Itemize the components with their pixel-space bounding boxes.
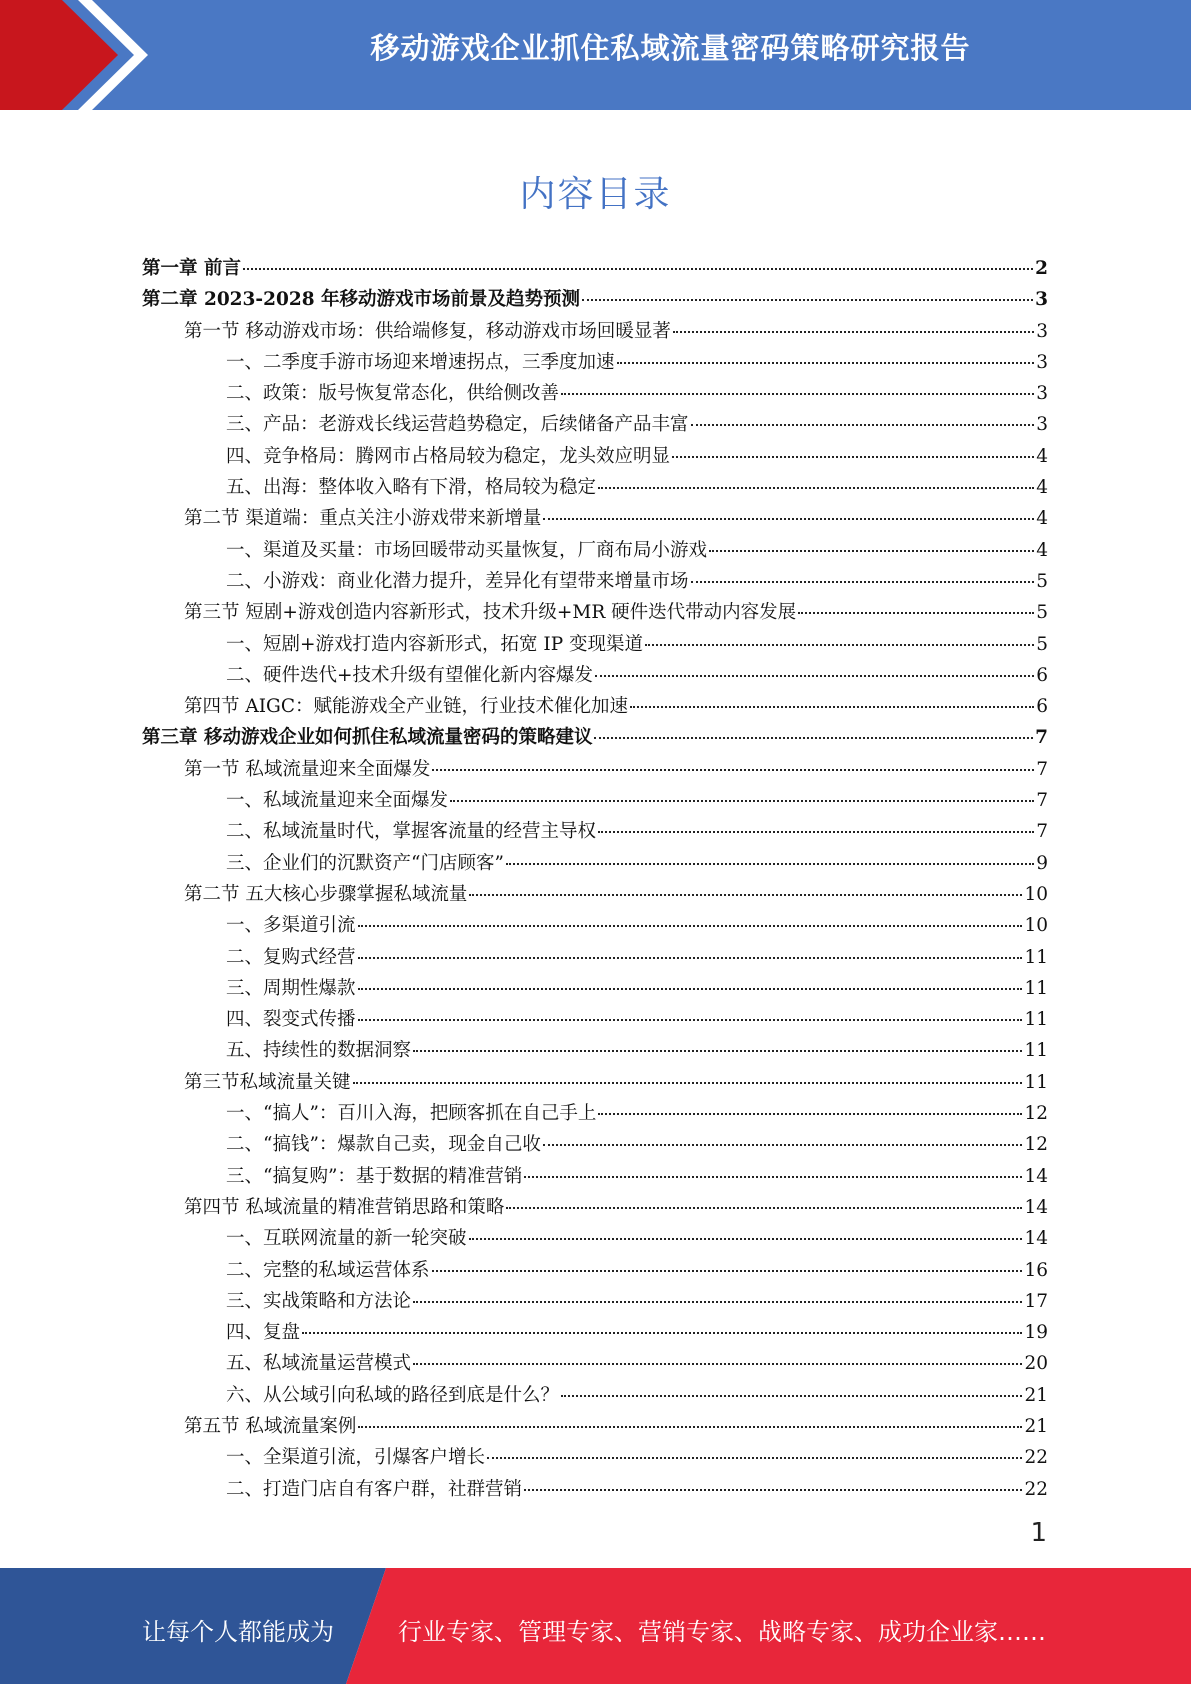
report-title: 移动游戏企业抓住私域流量密码策略研究报告 [370,31,971,65]
toc-dot-leader [358,988,1023,990]
toc-entry-label: 一、“搞人”：百川入海，把顾客抓在自己手上 [226,1103,597,1125]
toc-entry[interactable] [142,379,1048,410]
toc-entry-page: 4 [1036,477,1048,499]
toc-entry-page: 4 [1036,508,1048,530]
toc-entry[interactable] [142,285,1048,316]
toc-entry-page: 11 [1024,946,1048,968]
toc-dot-leader [506,1207,1022,1209]
toc-entry[interactable] [142,1193,1048,1224]
toc-entry-page: 14 [1024,1228,1048,1250]
toc-entry-page: 7 [1036,790,1048,812]
toc-entry-page: 14 [1024,1165,1048,1187]
toc-entry[interactable] [142,1068,1048,1099]
toc-heading: 内容目录 [519,174,672,215]
toc-entry-page: 22 [1024,1447,1048,1469]
toc-dot-leader [691,424,1035,426]
toc-entry-label: 一、互联网流量的新一轮突破 [226,1228,467,1250]
toc-entry-label: 四、竞争格局：腾网市占格局较为稳定，龙头效应明显 [226,445,671,467]
toc-entry-label: 三、企业们的沉默资产“门店顾客” [226,852,504,874]
toc-entry-page: 12 [1024,1103,1048,1125]
toc-dot-leader [524,1489,1022,1491]
toc-entry-label: 第四节 AIGC：赋能游戏全产业链，行业技术催化加速 [184,696,628,718]
toc-entry-page: 3 [1036,320,1048,342]
toc-dot-leader [353,1082,1023,1084]
toc-entry-label: 二、打造门店自有客户群，社群营销 [226,1478,523,1500]
toc-entry-page: 3 [1036,351,1048,373]
toc-entry-label: 第二章 2023-2028 年移动游戏市场前景及趋势预测 [142,289,581,311]
toc-entry-page: 20 [1024,1353,1048,1375]
toc-entry[interactable] [142,880,1048,911]
toc-entry[interactable] [142,817,1048,848]
toc-entry-label: 五、出海：整体收入略有下滑，格局较为稳定 [226,477,597,499]
toc-entry-label: 第一节 私域流量迎来全面爆发 [184,758,431,780]
toc-dot-leader [798,612,1034,614]
toc-entry-page: 10 [1024,883,1048,905]
toc-dot-leader [617,362,1035,364]
toc-dot-leader [598,831,1034,833]
toc-entry-label: 二、复购式经营 [226,946,356,968]
toc-entry[interactable] [142,598,1048,629]
toc-entry-page: 12 [1024,1134,1048,1156]
toc-dot-leader [709,550,1034,552]
toc-entry[interactable] [142,661,1048,692]
toc-entry-label: 一、私域流量迎来全面爆发 [226,790,449,812]
toc-entry-label: 五、私域流量运营模式 [226,1353,412,1375]
toc-entry-page: 3 [1036,414,1048,436]
toc-dot-leader [543,518,1034,520]
toc-entry-label: 一、渠道及买量：市场回暖带动买量恢复，厂商布局小游戏 [226,539,708,561]
header-banner [0,0,1191,110]
toc-entry-label: 一、全渠道引流，引爆客户增长 [226,1447,486,1469]
toc-entry-label: 三、产品：老游戏长线运营趋势稳定，后续储备产品丰富 [226,414,689,436]
toc-entry[interactable] [142,1381,1048,1412]
toc-entry-label: 五、持续性的数据洞察 [226,1040,412,1062]
toc-dot-leader [469,894,1022,896]
toc-entry-page: 14 [1024,1196,1048,1218]
toc-dot-leader [672,456,1034,458]
toc-entry-page: 7 [1036,821,1048,843]
toc-dot-leader [243,268,1033,270]
toc-entry[interactable] [142,943,1048,974]
toc-dot-leader [432,1270,1023,1272]
toc-entry-label: 二、政策：版号恢复常态化，供给侧改善 [226,383,560,405]
toc-entry-page: 16 [1024,1259,1048,1281]
toc-dot-leader [487,1457,1022,1459]
toc-entry-page: 9 [1036,852,1048,874]
toc-entry[interactable] [142,1256,1048,1287]
toc-entry-page: 11 [1024,977,1048,999]
toc-entry-page: 11 [1024,1040,1048,1062]
toc-entry-label: 一、二季度手游市场迎来增速拐点，三季度加速 [226,351,615,373]
toc-entry[interactable] [142,442,1048,473]
toc-entry[interactable] [142,1099,1048,1130]
toc-entry-label: 二、小游戏：商业化潜力提升，差异化有望带来增量市场 [226,570,689,592]
toc-entry[interactable] [142,786,1048,817]
toc-entry-page: 19 [1024,1322,1048,1344]
toc-dot-leader [673,331,1034,333]
toc-dot-leader [645,644,1034,646]
page-number: 1 [1030,1518,1047,1548]
toc-entry-label: 三、周期性爆款 [226,977,356,999]
toc-entry[interactable] [142,849,1048,880]
toc-entry-page: 11 [1024,1071,1048,1093]
toc-entry[interactable] [142,1005,1048,1036]
toc-entry[interactable] [142,692,1048,723]
toc-dot-leader [358,1426,1022,1428]
toc-entry-label: 三、实战策略和方法论 [226,1290,412,1312]
toc-dot-leader [594,737,1033,739]
toc-entry[interactable] [142,974,1048,1005]
toc-dot-leader [432,769,1034,771]
toc-dot-leader [358,925,1023,927]
toc-dot-leader [413,1050,1022,1052]
toc-entry-label: 六、从公域引向私域的路径到底是什么？ [226,1384,560,1406]
toc-entry[interactable] [142,410,1048,441]
toc-entry-page: 6 [1036,696,1048,718]
toc-entry-page: 3 [1036,383,1048,405]
toc-entry-label: 四、裂变式传播 [226,1009,356,1031]
toc-entry-label: 三、“搞复购”：基于数据的精准营销 [226,1165,523,1187]
toc-entry[interactable] [142,755,1048,786]
toc-entry-label: 一、多渠道引流 [226,915,356,937]
toc-dot-leader [413,1363,1022,1365]
toc-entry-page: 21 [1024,1384,1048,1406]
toc-entry-page: 4 [1036,445,1048,467]
toc-entry[interactable] [142,1475,1048,1506]
toc-dot-leader [598,1113,1022,1115]
toc-entry-label: 第三节 短剧+游戏创造内容新形式，技术升级+MR 硬件迭代带动内容发展 [184,602,797,624]
toc-entry[interactable] [142,1412,1048,1443]
toc-entry-label: 第三节私域流量关键 [184,1071,351,1093]
toc-entry[interactable] [142,473,1048,504]
toc-entry[interactable] [142,536,1048,567]
toc-entry-page: 5 [1036,602,1048,624]
toc-entry-page: 10 [1024,915,1048,937]
toc-entry-page: 5 [1036,570,1048,592]
toc-entry-label: 二、私域流量时代，掌握客流量的经营主导权 [226,821,597,843]
toc-entry[interactable] [142,911,1048,942]
toc-entry[interactable] [142,567,1048,598]
toc-entry[interactable] [142,630,1048,661]
toc-entry-page: 21 [1024,1415,1048,1437]
table-of-contents [142,254,1048,1506]
toc-entry-label: 第三章 移动游戏企业如何抓住私域流量密码的策略建议 [142,727,593,749]
toc-entry-label: 四、复盘 [226,1322,301,1344]
toc-entry[interactable] [142,254,1048,285]
toc-entry[interactable] [142,348,1048,379]
toc-entry[interactable] [142,1162,1048,1193]
toc-entry[interactable] [142,1224,1048,1255]
toc-entry-page: 17 [1024,1290,1048,1312]
toc-dot-leader [358,957,1023,959]
toc-dot-leader [595,675,1034,677]
toc-entry-page: 11 [1024,1009,1048,1031]
toc-entry-page: 22 [1024,1478,1048,1500]
toc-entry[interactable] [142,504,1048,535]
toc-entry-label: 第二节 渠道端：重点关注小游戏带来新增量 [184,508,542,530]
toc-entry-page: 5 [1036,633,1048,655]
toc-entry-label: 二、“搞钱”：爆款自己卖，现金自己收 [226,1134,541,1156]
toc-dot-leader [630,706,1034,708]
toc-dot-leader [358,1019,1023,1021]
toc-entry-label: 第五节 私域流量案例 [184,1415,357,1437]
toc-dot-leader [413,1301,1022,1303]
toc-entry[interactable] [142,1287,1048,1318]
toc-dot-leader [506,863,1034,865]
toc-dot-leader [450,800,1034,802]
toc-entry-label: 二、硬件迭代+技术升级有望催化新内容爆发 [226,664,594,686]
toc-dot-leader [691,581,1035,583]
toc-entry[interactable] [142,1130,1048,1161]
toc-entry-label: 第一章 前言 [142,258,241,279]
toc-entry[interactable] [142,1443,1048,1474]
toc-dot-leader [524,1176,1022,1178]
toc-entry-page: 4 [1036,539,1048,561]
toc-entry-label: 第二节 五大核心步骤掌握私域流量 [184,883,468,905]
toc-entry[interactable] [142,317,1048,348]
footer-slogan-right: 行业专家、管理专家、营销专家、战略专家、成功企业家…… [398,1618,1046,1646]
footer-slogan-left: 让每个人都能成为 [142,1618,334,1646]
toc-entry[interactable] [142,1318,1048,1349]
footer-banner [0,1568,1191,1684]
toc-dot-leader [561,1395,1022,1397]
toc-dot-leader [543,1144,1023,1146]
toc-dot-leader [302,1332,1022,1334]
toc-entry-label: 一、短剧+游戏打造内容新形式，拓宽 IP 变现渠道 [226,633,644,655]
toc-entry[interactable] [142,1036,1048,1067]
toc-entry-page: 7 [1036,758,1048,780]
toc-entry-page: 6 [1036,664,1048,686]
toc-entry-label: 第四节 私域流量的精准营销思路和策略 [184,1196,505,1218]
toc-dot-leader [598,487,1034,489]
toc-entry-page: 3 [1035,289,1048,311]
toc-entry[interactable] [142,723,1048,754]
toc-entry-page: 2 [1035,258,1048,279]
toc-dot-leader [469,1238,1023,1240]
toc-entry-label: 第一节 移动游戏市场：供给端修复，移动游戏市场回暖显著 [184,320,671,342]
toc-entry[interactable] [142,1349,1048,1380]
toc-entry-page: 7 [1035,727,1048,749]
toc-dot-leader [561,393,1034,395]
toc-dot-leader [582,299,1033,301]
toc-entry-label: 二、完整的私域运营体系 [226,1259,430,1281]
